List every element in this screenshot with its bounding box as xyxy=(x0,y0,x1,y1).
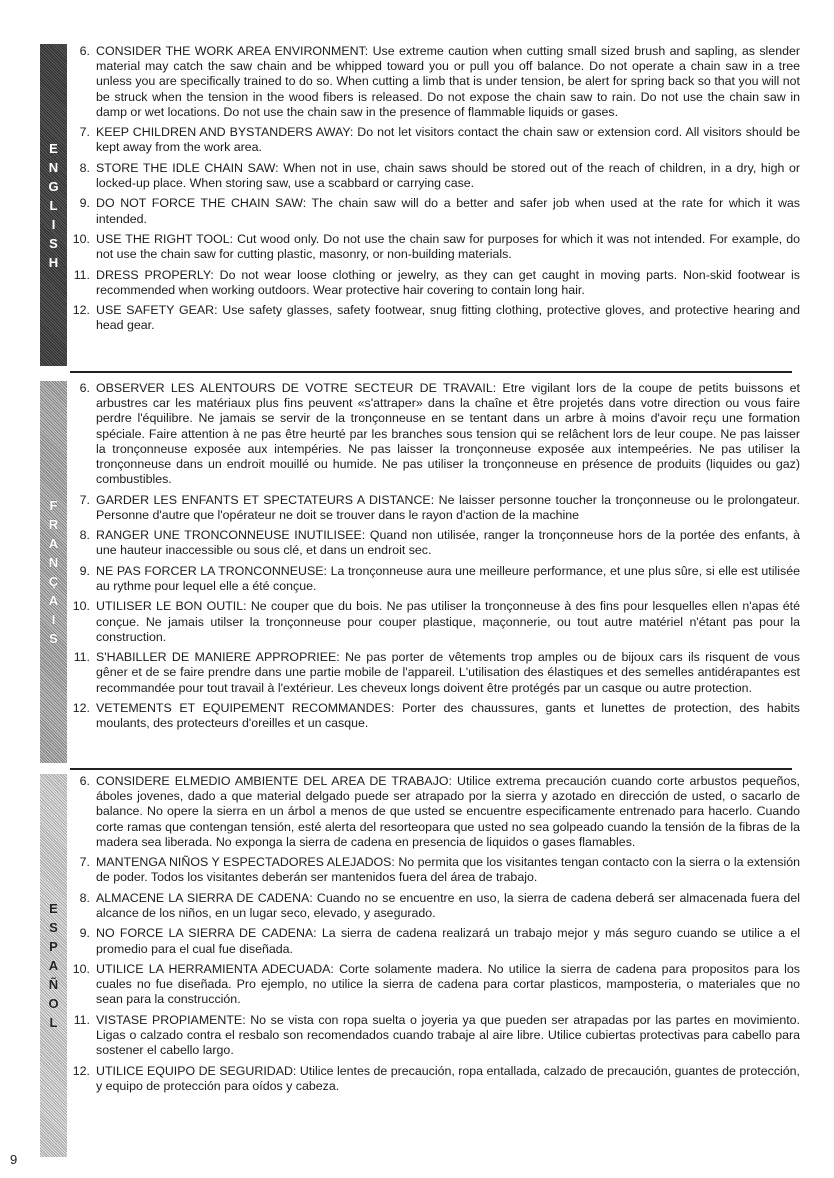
item-text: KEEP CHILDREN AND BYSTANDERS AWAY: Do not let visitors contact the chain saw or extension cord. All visitors should be kept away from the work area. xyxy=(96,125,800,155)
tab-letter: E xyxy=(49,140,58,156)
item-number: 8. xyxy=(79,528,90,543)
section-divider xyxy=(70,768,792,770)
item-text: NO FORCE LA SIERRA DE CADENA: La sierra de cadena realizará un trabajo mejor y más seguro cuando se utilice a el promedio para el cual fue diseñada. xyxy=(96,926,800,956)
item-text: NE PAS FORCER LA TRONCONNEUSE: La tronçonneuse aura une meilleure performance, et une plus sûre, si elle est utilisée au rythme pour lequel elle a été conçue. xyxy=(96,563,800,593)
language-tab-french xyxy=(40,381,67,763)
language-tab-spanish xyxy=(40,774,67,1157)
item-number: 6. xyxy=(79,381,90,395)
item-text: RANGER UNE TRONCONNEUSE INUTILISEE: Quand non utilisée, ranger la tronçonneuse hors de la portée des enfants, à une hauteur inaccessible ou sous clé, et dans un endroit sec. xyxy=(96,528,800,558)
english-section xyxy=(40,44,800,366)
item-text: OBSERVER LES ALENTOURS DE VOTRE SECTEUR DE TRAVAIL: Etre vigilant lors de la coupe de petits buissons et arbustres car les matériaux plus fins peuvent «s'attraper» dans la chaîne et être projetés dans votre direction ou vous faire perdre l'équilibre. Ne jamais se servir de la tronçonneuse en se tentant dans un arbre à moins d'avoir reçu une formation spéciale. Faire attention à ne pas être heurté par les branches sous tension qui se relâchent lors de leur coupe. Ne pas laisser la tronçonneuse exposée aux intempéries. Ne pas laisser la tronçonneuse exposée aux intempeéries. Ne pas utiliser la tronçonneuse dans un endroit mouillé ou humide. Ne pas utiliser la tronçonneuse en présence de produits (liquides ou gaz) combustibles. xyxy=(96,381,800,487)
item-number: 8. xyxy=(79,890,90,905)
item-number: 10. xyxy=(72,231,90,246)
list-item xyxy=(70,599,800,645)
item-text: DRESS PROPERLY: Do not wear loose clothing or jewelry, as they can get caught in moving parts. Non-skid footwear is recommended when working outdoors. Wear protective hair covering to contain long hair. xyxy=(96,267,800,297)
tab-letter: A xyxy=(48,593,59,608)
item-number: 6. xyxy=(79,44,90,58)
item-text: CONSIDER THE WORK AREA ENVIRONMENT: Use extreme caution when cutting small sized brush and sapling, as slender material may catch the saw chain and be whipped toward you or pull you off balance. Do not operate a chain saw in a tree unless you are specifically trained to do so. When cutting a limb that is under tension, be alert for spring back so that you will not be struck when the tension in the wood fibers is released. Do not expose the chain saw to rain. Do not use the chain saw in damp or wet locations. Do not use the chain saw in the presence of flammable liquids or gases. xyxy=(96,44,800,119)
spanish-section xyxy=(40,774,800,1157)
list-item xyxy=(70,528,800,558)
tab-letter: N xyxy=(48,159,59,175)
list-item xyxy=(70,196,800,226)
tab-letter: I xyxy=(51,216,56,232)
item-text: USE THE RIGHT TOOL: Cut wood only. Do not use the chain saw for purposes for which it was not intended. For example, do not use the chain saw for cutting plastic, masonry, or non-building materials. xyxy=(96,231,800,262)
item-number: 7. xyxy=(79,855,90,870)
list-item xyxy=(70,1064,800,1094)
tab-letter: R xyxy=(48,517,59,532)
list-item xyxy=(70,44,800,120)
french-section xyxy=(40,381,800,763)
item-text: ALMACENE LA SIERRA DE CADENA: Cuando no se encuentre en uso, la sierra de cadena deberá ser almacenada fuera del alcance de los niños, en un lugar seco, elevado, y asegurado. xyxy=(96,890,800,920)
tab-letter: N xyxy=(48,555,59,570)
list-item xyxy=(70,268,800,298)
section-divider xyxy=(70,371,792,373)
tab-letter: L xyxy=(49,197,58,213)
list-item xyxy=(70,774,800,850)
item-text: VETEMENTS ET EQUIPEMENT RECOMMANDES: Porter des chaussures, gants et lunettes de protection, des habits moulants, des protecteurs d'oreilles et un casque. xyxy=(96,700,800,731)
list-item xyxy=(70,161,800,191)
tab-letter: A xyxy=(48,536,59,551)
item-text: USE SAFETY GEAR: Use safety glasses, safety footwear, snug fitting clothing, protective gloves, and protective hearing and head gear. xyxy=(96,303,800,333)
item-number: 9. xyxy=(79,196,90,211)
item-number: 9. xyxy=(79,563,90,578)
list-item xyxy=(70,303,800,333)
item-number: 12. xyxy=(72,700,90,715)
tab-letter: S xyxy=(49,235,58,251)
tab-letter: O xyxy=(48,996,59,1011)
tab-letter: Ç xyxy=(48,574,59,589)
tab-letter: S xyxy=(49,920,58,935)
item-text: STORE THE IDLE CHAIN SAW: When not in use, chain saws should be stored out of the reach of children, in a dry, high or locked-up place. When storing saw, use a scabbard or carrying case. xyxy=(96,160,800,190)
item-number: 12. xyxy=(72,303,90,318)
tab-letter: P xyxy=(49,939,58,954)
item-number: 7. xyxy=(79,125,90,140)
item-number: 8. xyxy=(79,160,90,175)
list-item xyxy=(70,381,800,487)
list-item xyxy=(70,232,800,262)
item-text: DO NOT FORCE THE CHAIN SAW: The chain saw will do a better and safer job when used at the rate for which it was intended. xyxy=(96,196,800,226)
item-number: 6. xyxy=(79,774,90,788)
tab-letter: L xyxy=(49,1015,58,1030)
tab-letter: F xyxy=(49,498,58,513)
list-item xyxy=(70,650,800,696)
item-number: 7. xyxy=(79,492,90,507)
tab-letter: E xyxy=(49,901,58,916)
tab-letter: S xyxy=(49,631,58,646)
tab-letter: I xyxy=(51,612,56,627)
item-text: VISTASE PROPIAMENTE: No se vista con ropa suelta o joyeria ya que pueden ser atrapadas por las partes en movimiento. Ligas o calzado contra el resbalo son recomendados cuando trabaje al aire libre. Utilice cubiertas protectivas para cabello para sostener el cabello largo. xyxy=(96,1012,800,1058)
list-item xyxy=(70,962,800,1008)
tab-letter: H xyxy=(48,254,59,270)
item-number: 12. xyxy=(72,1063,90,1078)
tab-letter: G xyxy=(48,178,59,194)
item-text: UTILICE LA HERRAMIENTA ADECUADA: Corte solamente madera. No utilice la sierra de cadena para propositos para los cuales no fue diseñada. Pro ejemplo, no utilice la sierra de cadena para cortar plasticos, mamposteria, o materiales que no sean para la construcción. xyxy=(96,961,800,1007)
tab-letter: Ñ xyxy=(48,977,59,992)
item-text: UTILICE EQUIPO DE SEGURIDAD: Utilice lentes de precaución, ropa entallada, calzado de precaución, guantes de protección, y equipo de protección para oídos y cabeza. xyxy=(96,1063,800,1093)
item-number: 10. xyxy=(72,961,90,976)
list-item xyxy=(70,891,800,921)
list-item xyxy=(70,564,800,594)
list-item xyxy=(70,926,800,956)
tab-letter: A xyxy=(48,958,59,973)
english-item-list xyxy=(70,44,800,339)
item-number: 11. xyxy=(73,650,90,665)
item-number: 10. xyxy=(72,599,90,614)
item-number: 11. xyxy=(73,267,90,282)
list-item xyxy=(70,701,800,731)
language-tab-english xyxy=(40,44,67,366)
page-number: 9 xyxy=(10,1152,18,1167)
french-item-list xyxy=(70,381,800,737)
item-text: UTILISER LE BON OUTIL: Ne couper que du bois. Ne pas utiliser la tronçonneuse à des fins pour lesquelles ellen n'apas été conçue. Ne jamais utilser la tronçonneuse pour couper plastique, maçonnerie, ou tout autre matériel n'étant pas pour la construction. xyxy=(96,599,800,644)
list-item xyxy=(70,855,800,885)
item-text: S'HABILLER DE MANIERE APPROPRIEE: Ne pas porter de vêtements trop amples ou de bijoux cars ils risquent de vous gêner et de se faire prendre dans une partie mobile de l'appareil. L'utilisation des élastiques et des semelles antidérapantes est recommandée pour tout travail à l'extérieur. Les cheveux longs doivent être protégés par un casque ou autre protection. xyxy=(96,650,800,695)
item-text: CONSIDERE ELMEDIO AMBIENTE DEL AREA DE TRABAJO: Utilice extrema precaución cuando corte arbustos pequeños, áboles jovenes, dado a que material delgado puede ser atrapado por la sierra y azotado en dirección de usted, o sacarlo de balance. No opere la sierra en un árbol a menos de que usted se encuentre especificamente entrenado para hacerlo. Cuando corte ramas que contengan tensión, esté alerta del resorteopara que usted no sea golpeado cuando la tensión de la fibras de la madera sea liberada. No exponga la sierra de cadena en presencia de liquidos o gases flamables. xyxy=(96,774,800,849)
item-text: GARDER LES ENFANTS ET SPECTATEURS A DISTANCE: Ne laisser personne toucher la tronçonneuse ou le prolongateur. Personne d'autre que l'opérateur ne doit se trouver dans le rayon d'action de la machine xyxy=(96,492,800,522)
spanish-item-list xyxy=(70,774,800,1099)
item-number: 11. xyxy=(73,1012,90,1027)
list-item xyxy=(70,1013,800,1059)
item-number: 9. xyxy=(79,926,90,941)
list-item xyxy=(70,125,800,155)
item-text: MANTENGA NIÑOS Y ESPECTADORES ALEJADOS: No permita que los visitantes tengan contacto con la sierra o la extensión de poder. Todos los visitantes deberán ser mantenidos fuera del área de trabajo. xyxy=(96,855,800,885)
list-item xyxy=(70,493,800,523)
